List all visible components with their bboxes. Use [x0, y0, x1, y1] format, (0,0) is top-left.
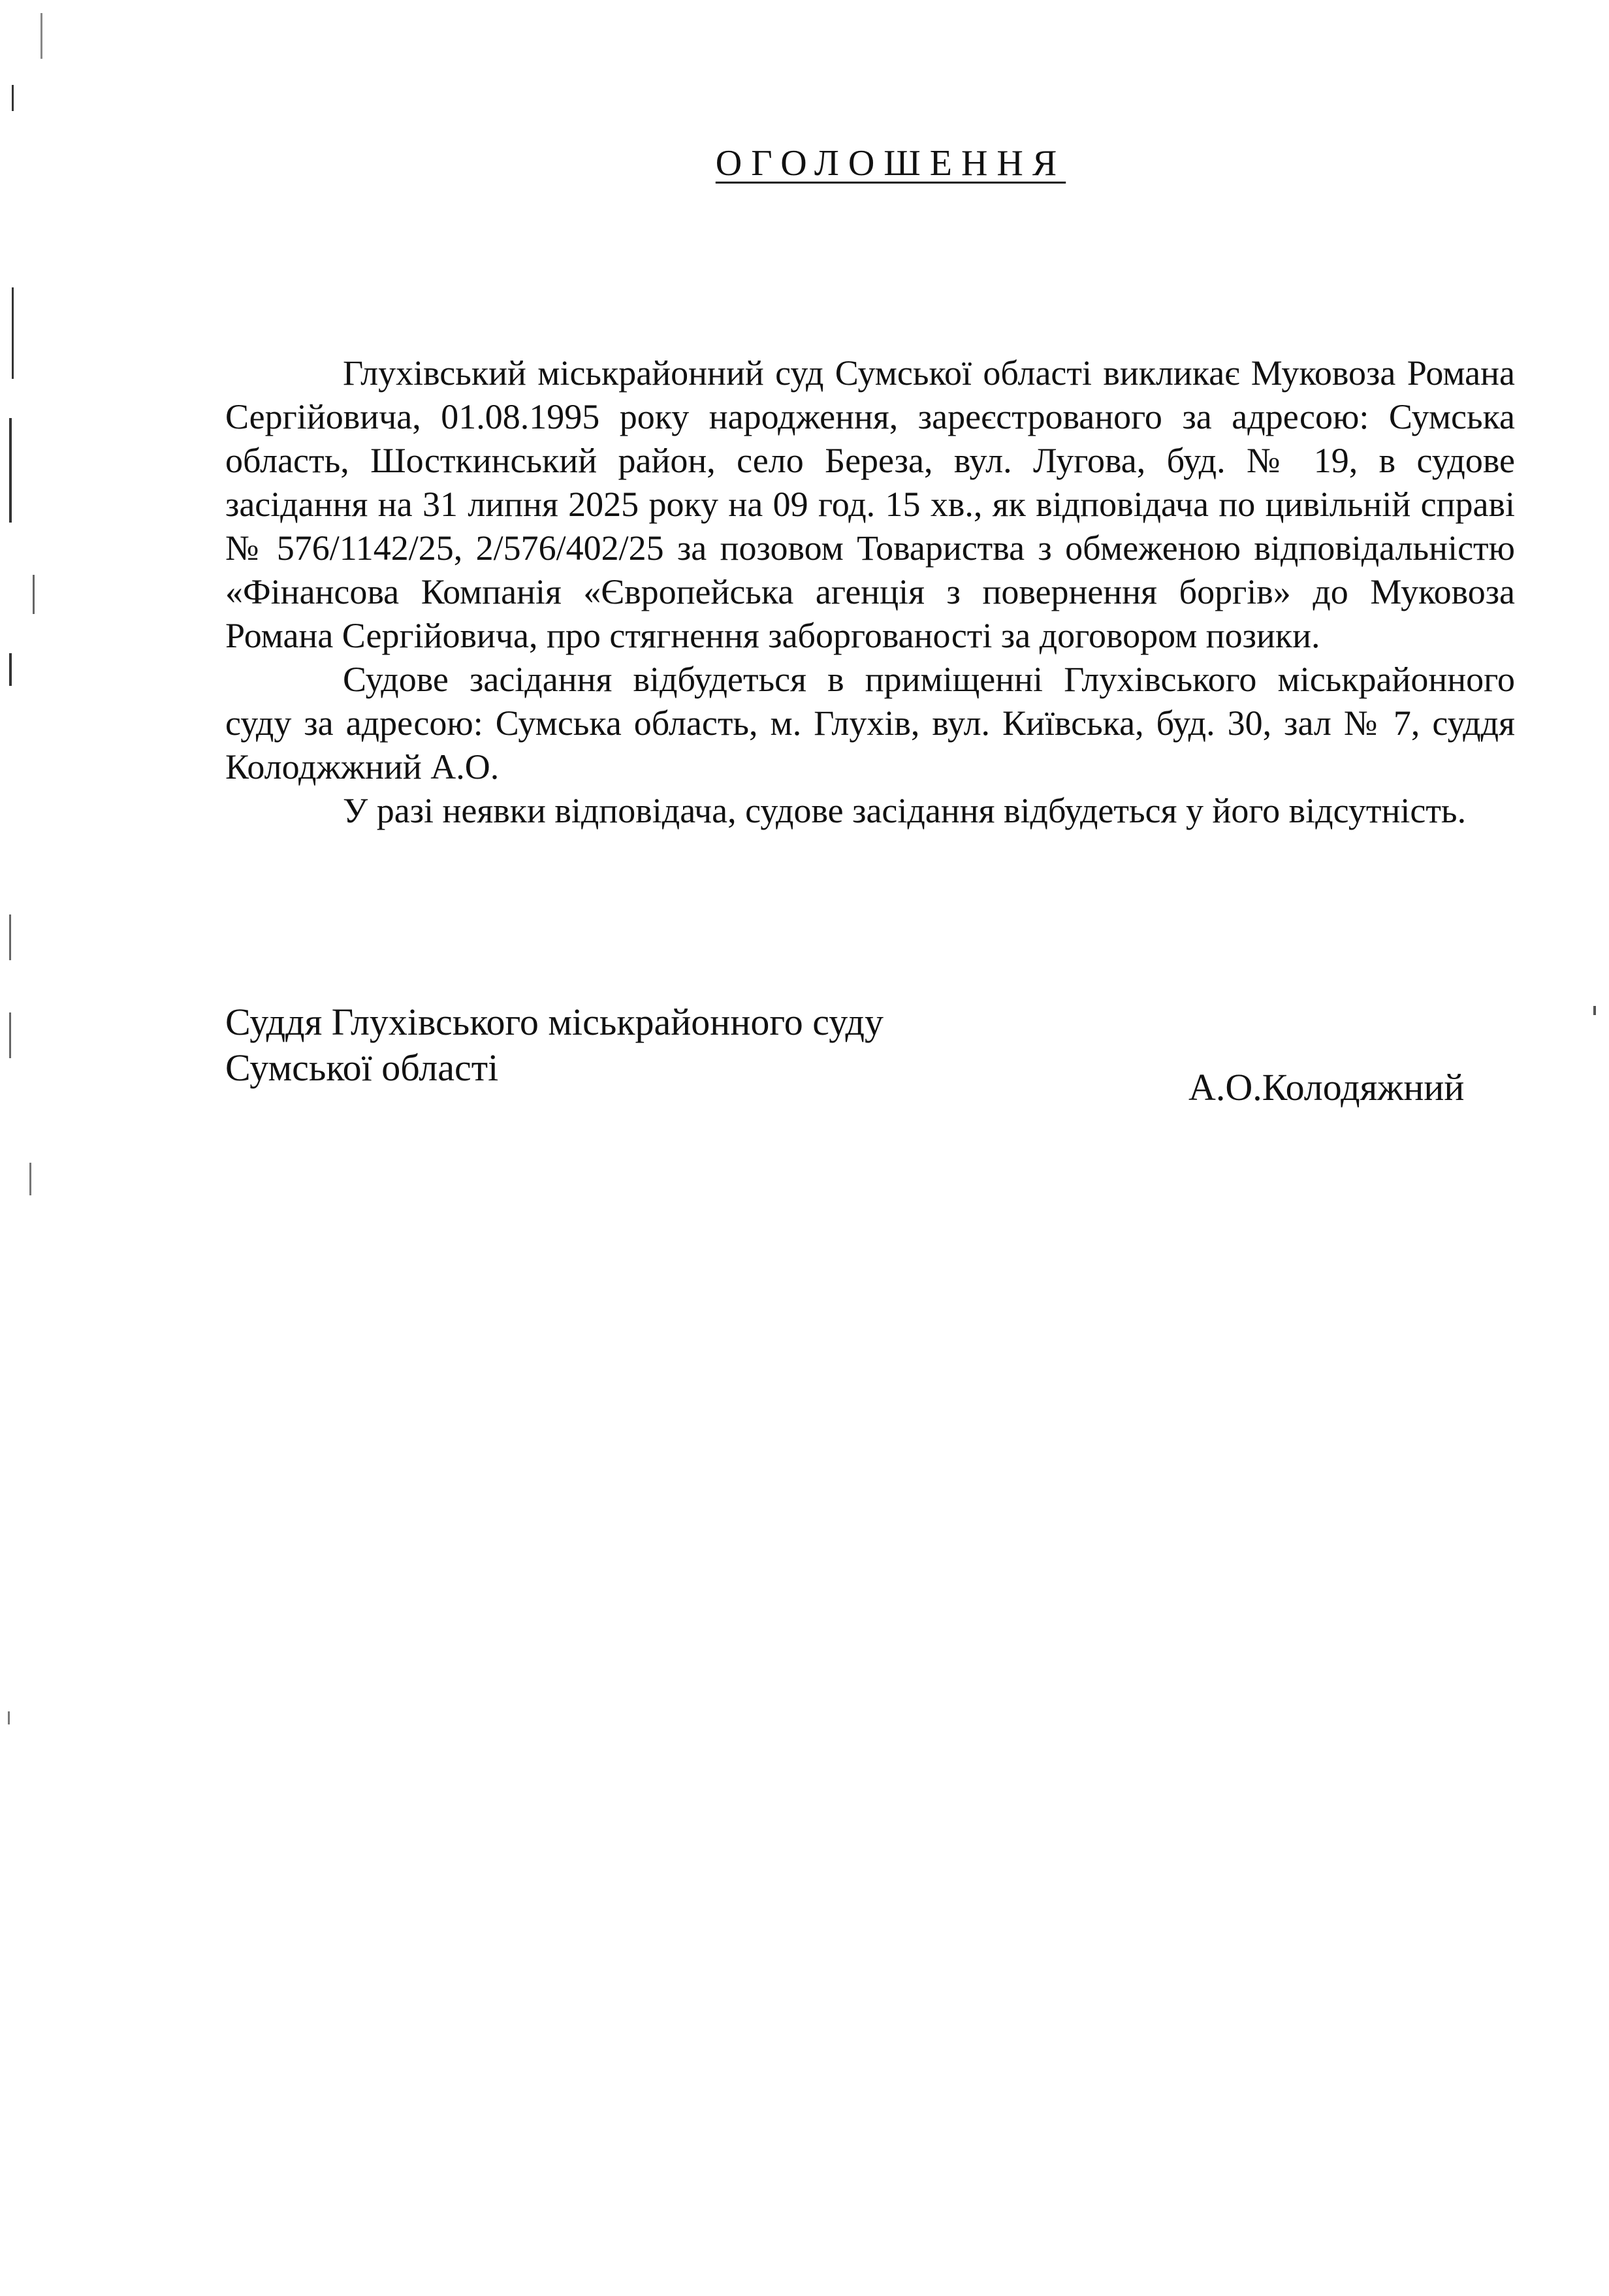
scan-artifact [12, 287, 14, 379]
paragraph-summons: Глухівський міськрайонний суд Сумської області викликає Муковоза Романа Сергійовича, 01.08.1995 року народження, зареєстрованого за адресою: Сумська область, Шосткинський район, село Береза, вул. Лугова, буд. № 19, в судове засідання на 31 липня 2025 року на 09 год. 15 хв., як відповідача по цивільній справі № 576/1142/25, 2/576/402/25 за позовом Товариства з обмеженою відповідальністю «Фінансова Компанія «Європейська агенція з повернення боргів» до Муковоза Романа Сергійовича, про стягнення заборгованості за договором позики. [225, 353, 1515, 655]
scan-artifact [9, 418, 12, 523]
paragraph-absence-notice: У разі неявки відповідача, судове засідання відбудеться у його відсутність. [343, 791, 1467, 830]
paragraph-hearing-location: Судове засідання відбудеться в приміщенні Глухівського міськрайонного суду за адресою: Сумська область, м. Глухів, вул. Київська, буд. 30, зал № 7, суддя Колоджжний А.О. [225, 660, 1515, 786]
signature-name: А.О.Колодяжний [1188, 1066, 1465, 1108]
scan-artifact [1593, 1006, 1596, 1015]
signature-position [225, 999, 884, 1091]
scan-artifact [40, 13, 42, 59]
scan-artifact [29, 1163, 31, 1195]
scan-artifact [9, 914, 11, 960]
scan-artifact [9, 653, 12, 686]
scan-artifact [9, 1012, 11, 1058]
signature-position-line2: Сумської області [225, 1046, 499, 1089]
signature-position-line1: Суддя Глухівського міськрайонного суду [225, 1001, 884, 1043]
scan-artifact [12, 85, 14, 111]
scan-artifact [8, 1711, 10, 1724]
scan-artifact [33, 575, 35, 614]
document-body [225, 351, 1515, 833]
document-title: ОГОЛОШЕННЯ [715, 143, 1066, 184]
